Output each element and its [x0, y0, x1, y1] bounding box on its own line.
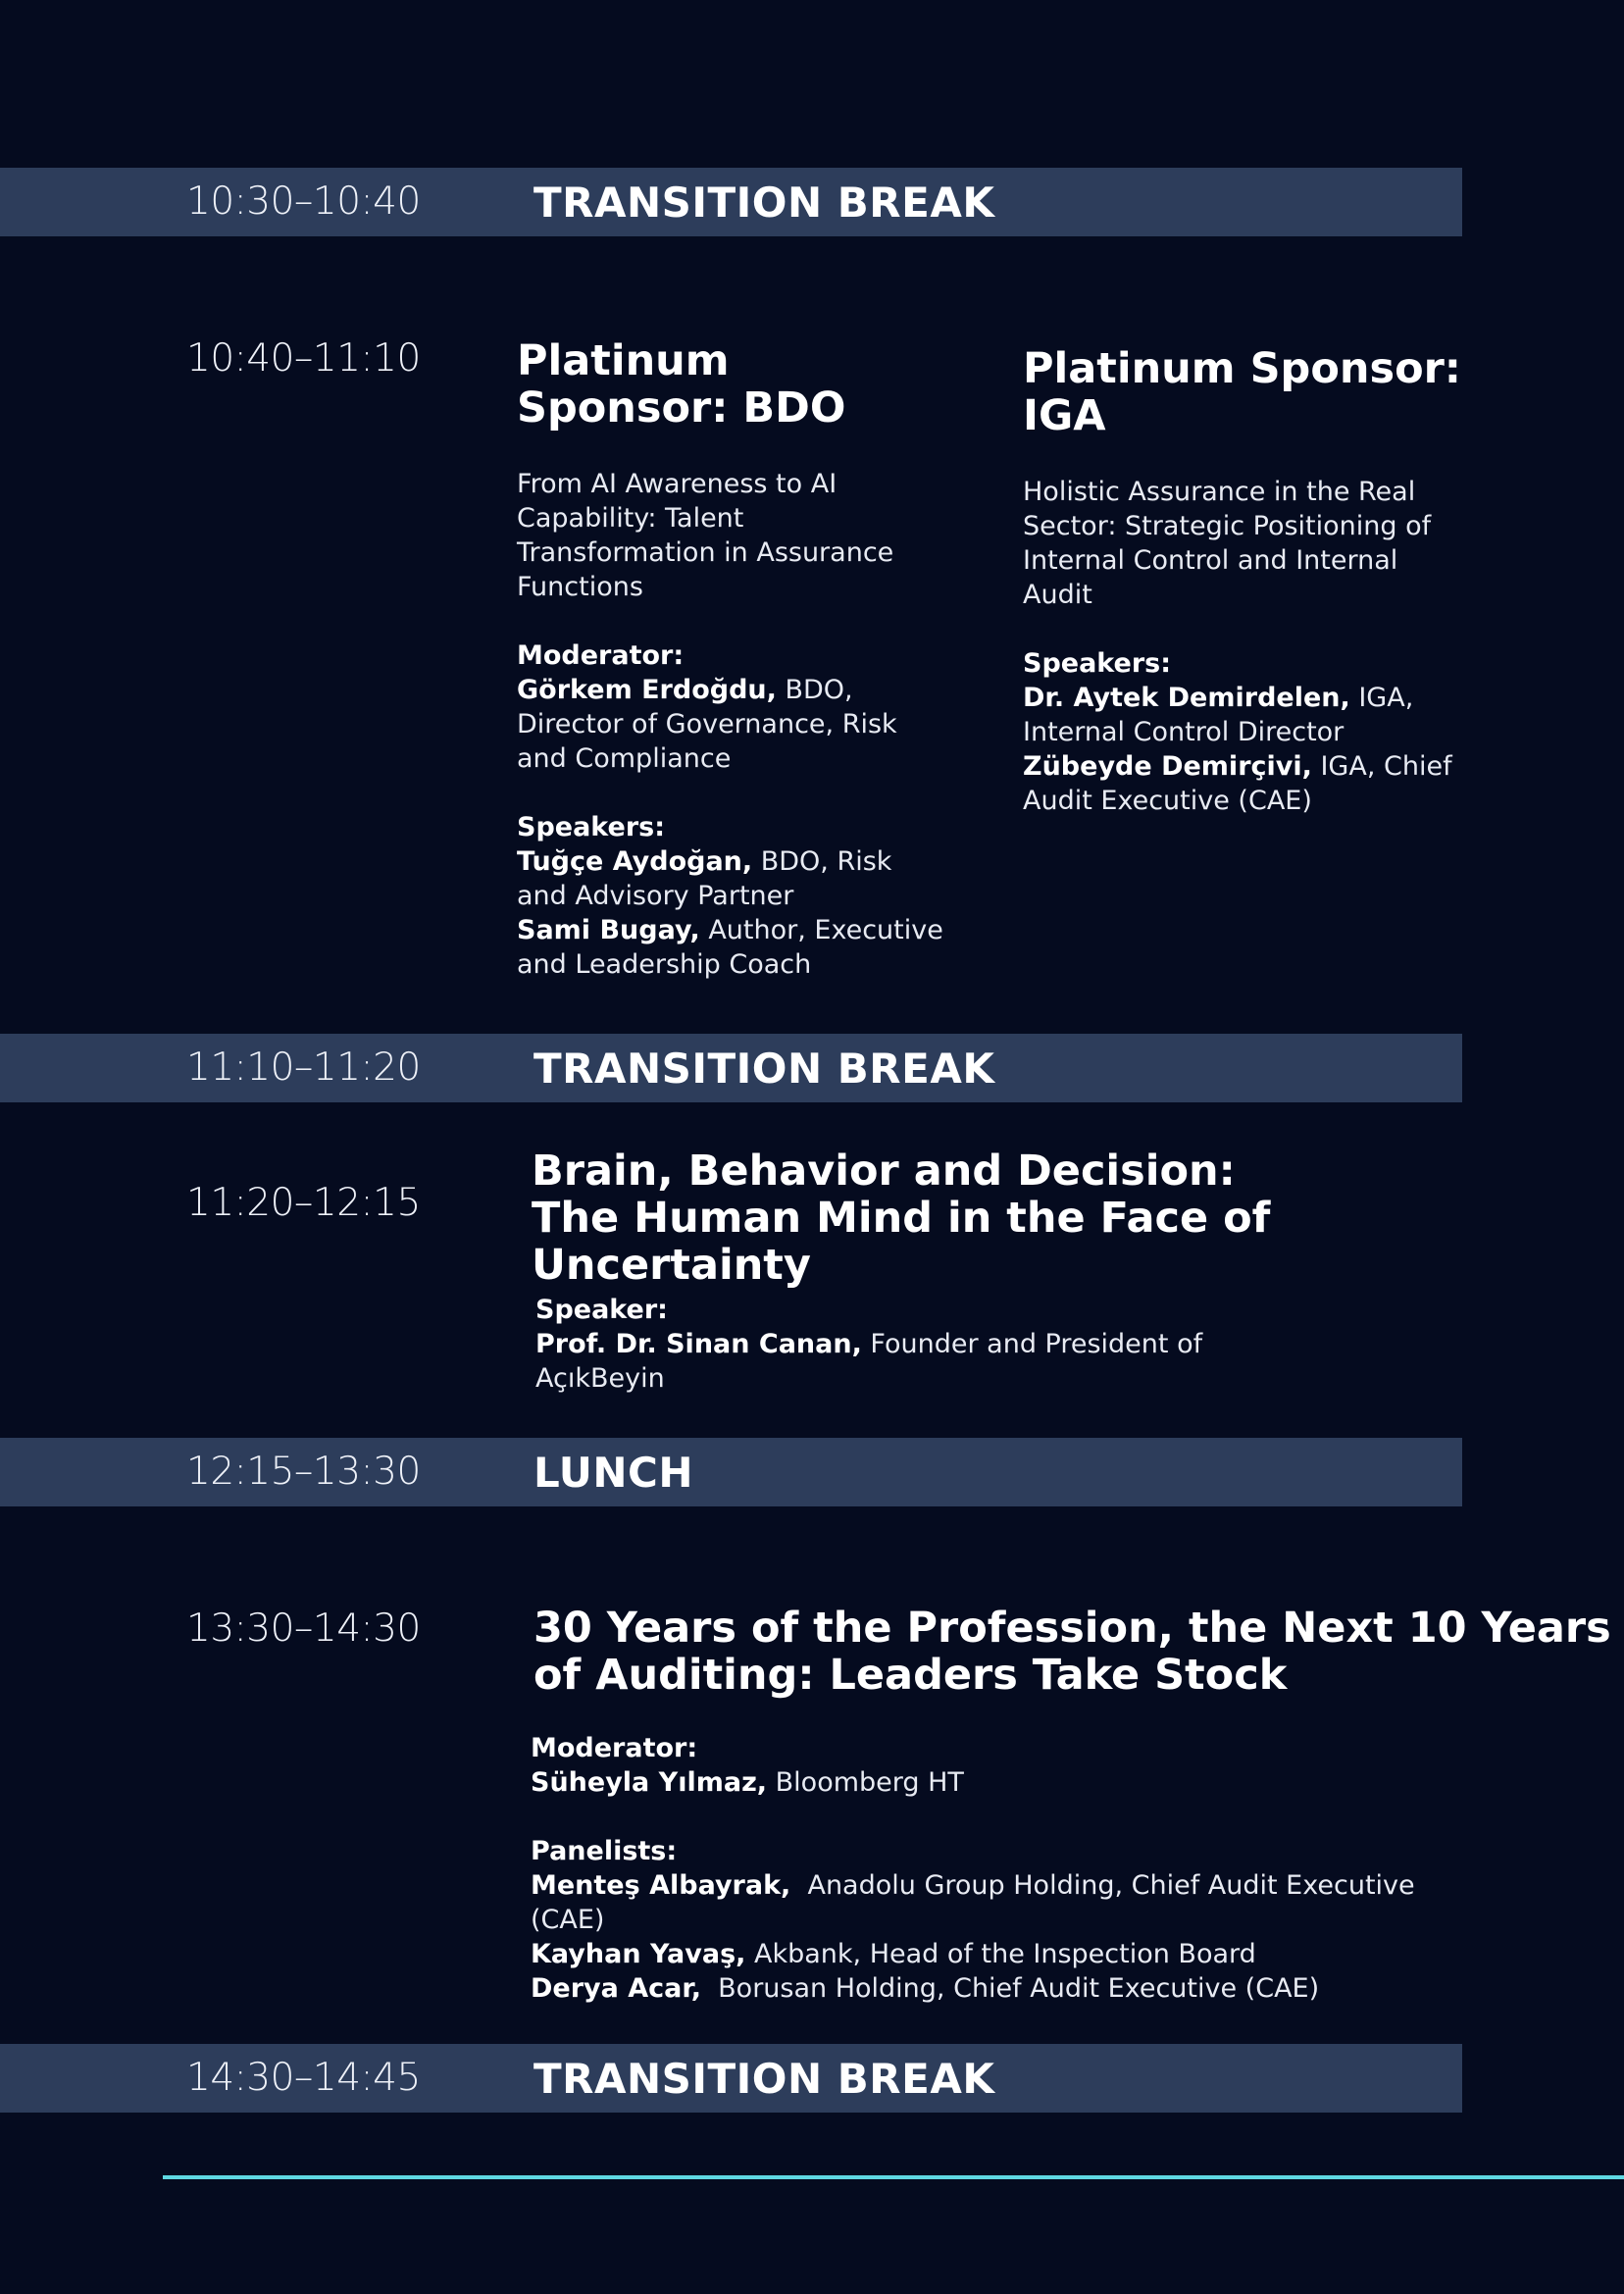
speaker-entry: [517, 913, 948, 982]
panelist-name: Kayhan Yavaş,: [531, 1939, 746, 1969]
break-title: TRANSITION BREAK: [533, 178, 995, 227]
speaker-name: Zübeyde Demirçivi,: [1023, 751, 1312, 782]
bdo-session: [517, 337, 948, 982]
session-time: 11:20–12:15: [186, 1181, 421, 1225]
accent-divider-line: [163, 2175, 1624, 2179]
transition-break-band: [0, 1034, 1462, 1102]
panelists-label: Panelists:: [531, 1836, 678, 1866]
speaker-role: Author, Executive and Leadership Coach: [517, 915, 943, 980]
break-title: TRANSITION BREAK: [533, 2055, 995, 2103]
speaker-name: Prof. Dr. Sinan Canan,: [535, 1329, 862, 1359]
panelist-name: Derya Acar,: [531, 1973, 701, 2004]
moderator-entry: [517, 673, 948, 776]
moderator-role: BDO, Director of Governance, Risk and Compliance: [517, 675, 897, 774]
lunch-band: [0, 1438, 1462, 1506]
panel-session: [533, 1605, 1617, 1699]
panelist-role: Borusan Holding, Chief Audit Executive (CAE): [700, 1973, 1320, 2004]
session-topic: From AI Awareness to AI Capability: Talent Transformation in Assurance Functions: [517, 469, 894, 602]
panelist-entry: [531, 1868, 1433, 1937]
speaker-entry: [1023, 681, 1464, 749]
speaker-role: IGA, Internal Control Director: [1023, 683, 1414, 747]
break-time: 12:15–13:30: [186, 1450, 421, 1494]
break-time: 10:30–10:40: [186, 179, 421, 224]
moderator-label: Moderator:: [517, 640, 685, 671]
session-topic: Holistic Assurance in the Real Sector: Strategic Positioning of Internal Control and Internal Audit: [1023, 477, 1432, 610]
session-title: 30 Years of the Profession, the Next 10 Years of Auditing: Leaders Take Stock: [533, 1604, 1611, 1700]
speaker-role: IGA, Chief Audit Executive (CAE): [1023, 751, 1452, 816]
speaker-name: Tuğçe Aydoğan,: [517, 846, 753, 877]
panelist-name: Menteş Albayrak,: [531, 1870, 791, 1901]
speaker-entry: [1023, 749, 1464, 818]
panel-participants: [531, 1731, 1433, 2006]
speakers-label: Speakers:: [1023, 648, 1172, 679]
moderator-label: Moderator:: [531, 1733, 698, 1763]
speaker-entry: [535, 1327, 1316, 1396]
speakers-label: Speakers:: [517, 812, 666, 842]
moderator-role: Bloomberg HT: [767, 1767, 964, 1798]
session-title: Brain, Behavior and Decision: The Human Mind in the Face of Uncertainty: [532, 1147, 1271, 1290]
session-title: Platinum Sponsor: IGA: [1023, 344, 1462, 440]
session-title: Platinum Sponsor: BDO: [517, 336, 846, 433]
transition-break-band: [0, 2044, 1462, 2113]
speaker-name: Sami Bugay,: [517, 915, 700, 945]
break-time: 14:30–14:45: [186, 2056, 421, 2100]
panelist-role: Akbank, Head of the Inspection Board: [745, 1939, 1256, 1969]
panelist-entry: [531, 1937, 1433, 1971]
break-title: TRANSITION BREAK: [533, 1045, 995, 1093]
speaker-role: BDO, Risk and Advisory Partner: [517, 846, 892, 911]
keynote-session: [532, 1147, 1316, 1396]
speaker-entry: [517, 844, 948, 913]
iga-session: [1023, 345, 1464, 818]
panelist-role: Anadolu Group Holding, Chief Audit Executive (CAE): [531, 1870, 1424, 1935]
session-time: 10:40–11:10: [186, 336, 421, 381]
moderator-name: Süheyla Yılmaz,: [531, 1767, 768, 1798]
session-time: 13:30–14:30: [186, 1606, 421, 1651]
speaker-label: Speaker:: [535, 1295, 668, 1325]
speaker-name: Dr. Aytek Demirdelen,: [1023, 683, 1350, 713]
panelist-entry: [531, 1971, 1433, 2006]
moderator-entry: [531, 1765, 1433, 1800]
break-title: LUNCH: [533, 1449, 693, 1497]
transition-break-band: [0, 168, 1462, 236]
moderator-name: Görkem Erdoğdu,: [517, 675, 777, 705]
speaker-role: Founder and President of AçıkBeyin: [535, 1329, 1203, 1394]
break-time: 11:10–11:20: [186, 1045, 421, 1090]
